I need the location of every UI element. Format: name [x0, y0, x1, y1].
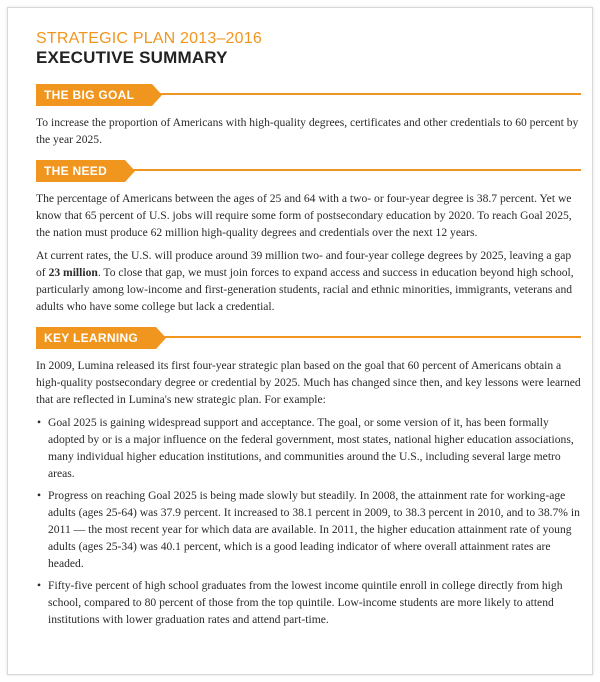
document-kicker: STRATEGIC PLAN 2013–2016	[36, 30, 262, 47]
need-paragraph-2-start: At current rates, the U.S. will produce around 39 million two- and four-year college degrees by 2025, leaving a gap of	[36, 249, 572, 279]
bullet-icon: •	[37, 579, 42, 592]
need-paragraph-1: The percentage of Americans between the ages of 25 and 64 with a two- or four-year degree is 38.7 percent. Yet we know that 65 percent of U.S. jobs will require some form of postsecondary education by 2020. To reach Goal 2025, the nation must produce 62 million high-quality degrees and credentials over the next 12 years.	[36, 192, 572, 239]
key-learning-bullet-3: Fifty-five percent of high school graduates from the lowest income quintile enroll in college directly from high school, compared to 80 percent of those from the top quintile. Low-income students are more likely to attend institutions with lower graduation rates and attend part-time.	[48, 579, 563, 626]
section-big-goal	[36, 84, 581, 148]
document-page	[36, 30, 581, 640]
gap-figure: 23 million	[48, 266, 98, 279]
key-learning-bullet-2: Progress on reaching Goal 2025 is being made slowly but steadily. In 2008, the attainment rate for working-age adults (ages 25-64) was 37.9 percent. It increased to 38.1 percent in 2009, to 38.3 percent in 2010, and to 38.7% in 2011 — the most recent year for which data are available. In 2011, the higher education attainment rate of young adults (ages 25-34) was 40.1 percent, which is a good leading indicator of where overall attainment rates are headed.	[48, 489, 580, 570]
key-learning-list	[36, 414, 581, 628]
need-paragraph-2	[36, 247, 581, 315]
key-learning-bullet-1: Goal 2025 is gaining widespread support and acceptance. The goal, or some version of it, has been formally adopted by or is a major influence on the federal government, most states, national higher education associations, many individual higher education institutions, and communities around the U.S., including several large metro areas.	[48, 416, 574, 480]
section-key-learning	[36, 327, 581, 628]
section-tab-big-goal: THE BIG GOAL	[36, 84, 152, 106]
bullet-icon: •	[37, 416, 42, 429]
list-item	[36, 414, 581, 482]
section-tab-need: THE NEED	[36, 160, 125, 182]
section-tab-key-learning: KEY LEARNING	[36, 327, 156, 349]
section-header-need	[36, 160, 581, 182]
section-need	[36, 160, 581, 315]
list-item	[36, 487, 581, 572]
key-learning-intro: In 2009, Lumina released its first four-year strategic plan based on the goal that 60 percent of Americans obtain a high-quality postsecondary degree or credential by 2025. Much has changed since then, and key lessons were learned that are reflected in Lumina's new strategic plan. For example:	[36, 359, 581, 406]
section-header-key-learning	[36, 327, 581, 349]
list-item	[36, 577, 581, 628]
section-header-big-goal	[36, 84, 581, 106]
bullet-icon: •	[37, 489, 42, 502]
need-paragraph-2-end: . To close that gap, we must join forces to expand access and success in education beyond high school, particularly among low-income and first-generation students, racial and ethnic minorities, immigrants, veterans and adults who have some college but lack a credential.	[36, 266, 574, 313]
big-goal-text: To increase the proportion of Americans with high-quality degrees, certificates and other credentials to 60 percent by the year 2025.	[36, 116, 579, 146]
document-frame	[7, 7, 593, 675]
document-title: EXECUTIVE SUMMARY	[36, 48, 228, 67]
